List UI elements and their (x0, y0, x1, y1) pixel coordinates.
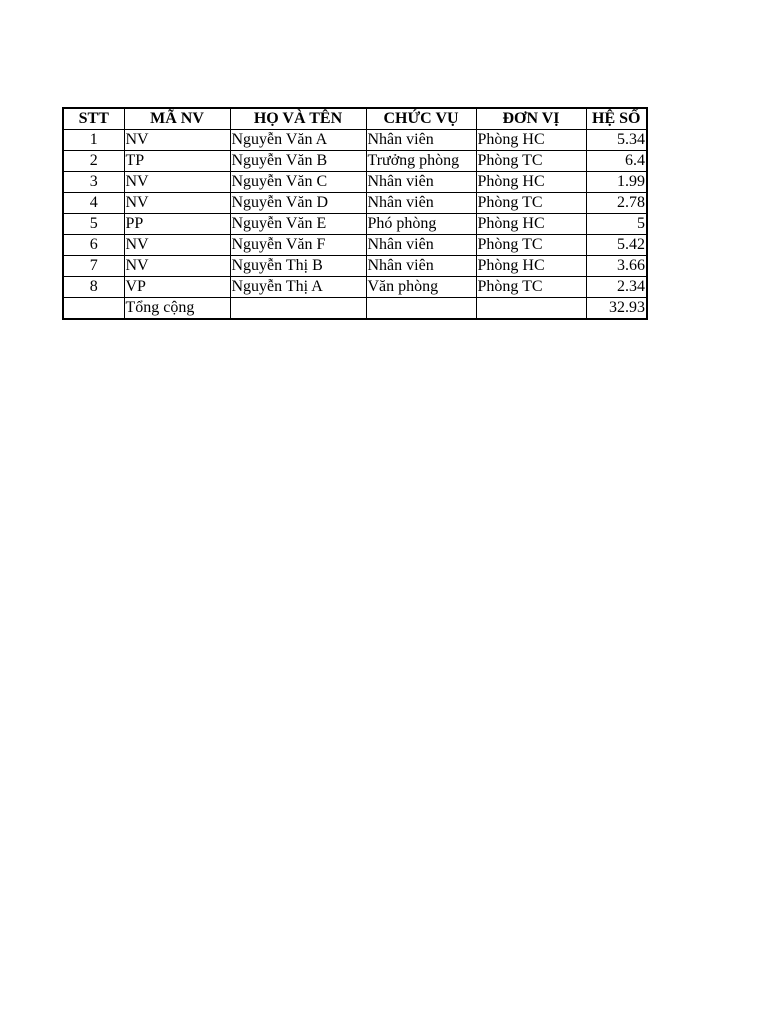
cell-don-vi: Phòng TC (476, 193, 586, 214)
cell-stt: 7 (63, 256, 124, 277)
table-body (63, 130, 647, 320)
cell-empty (63, 298, 124, 320)
cell-ma-nv: NV (124, 130, 230, 151)
cell-stt: 8 (63, 277, 124, 298)
cell-chuc-vu: Nhân viên (366, 235, 476, 256)
cell-don-vi: Phòng HC (476, 130, 586, 151)
total-value: 32.93 (586, 298, 647, 320)
cell-stt: 1 (63, 130, 124, 151)
cell-he-so: 5.42 (586, 235, 647, 256)
table-row (63, 214, 647, 235)
cell-ho-ten: Nguyễn Văn D (230, 193, 366, 214)
table-row (63, 130, 647, 151)
table-row (63, 256, 647, 277)
total-label: Tổng cộng (124, 298, 230, 320)
header-don-vi: ĐƠN VỊ (476, 108, 586, 130)
table-row (63, 193, 647, 214)
cell-stt: 6 (63, 235, 124, 256)
cell-chuc-vu: Nhân viên (366, 256, 476, 277)
cell-ma-nv: NV (124, 193, 230, 214)
header-ma-nv: MÃ NV (124, 108, 230, 130)
header-chuc-vu: CHỨC VỤ (366, 108, 476, 130)
cell-don-vi: Phòng TC (476, 151, 586, 172)
cell-chuc-vu: Nhân viên (366, 172, 476, 193)
cell-don-vi: Phòng HC (476, 172, 586, 193)
cell-he-so: 3.66 (586, 256, 647, 277)
cell-ho-ten: Nguyễn Văn A (230, 130, 366, 151)
table-row (63, 277, 647, 298)
cell-don-vi: Phòng TC (476, 235, 586, 256)
cell-don-vi: Phòng TC (476, 277, 586, 298)
cell-ho-ten: Nguyễn Văn C (230, 172, 366, 193)
cell-empty (366, 298, 476, 320)
header-row (63, 108, 647, 130)
cell-ma-nv: VP (124, 277, 230, 298)
cell-don-vi: Phòng HC (476, 214, 586, 235)
cell-ho-ten: Nguyễn Văn F (230, 235, 366, 256)
cell-stt: 3 (63, 172, 124, 193)
cell-chuc-vu: Phó phòng (366, 214, 476, 235)
table-row (63, 235, 647, 256)
table-row (63, 172, 647, 193)
cell-empty (476, 298, 586, 320)
cell-he-so: 1.99 (586, 172, 647, 193)
cell-ma-nv: NV (124, 235, 230, 256)
cell-ho-ten: Nguyễn Văn E (230, 214, 366, 235)
cell-he-so: 2.78 (586, 193, 647, 214)
cell-ho-ten: Nguyễn Thị A (230, 277, 366, 298)
table-row (63, 151, 647, 172)
cell-chuc-vu: Nhân viên (366, 130, 476, 151)
cell-chuc-vu: Trưởng phòng (366, 151, 476, 172)
cell-ho-ten: Nguyễn Văn B (230, 151, 366, 172)
cell-ma-nv: PP (124, 214, 230, 235)
cell-stt: 5 (63, 214, 124, 235)
header-ho-ten: HỌ VÀ TÊN (230, 108, 366, 130)
table-header (63, 108, 647, 130)
cell-empty (230, 298, 366, 320)
total-row (63, 298, 647, 320)
header-stt: STT (63, 108, 124, 130)
cell-ho-ten: Nguyễn Thị B (230, 256, 366, 277)
cell-don-vi: Phòng HC (476, 256, 586, 277)
cell-stt: 2 (63, 151, 124, 172)
cell-he-so: 5 (586, 214, 647, 235)
cell-he-so: 2.34 (586, 277, 647, 298)
cell-ma-nv: TP (124, 151, 230, 172)
cell-he-so: 6.4 (586, 151, 647, 172)
cell-ma-nv: NV (124, 256, 230, 277)
employee-table (62, 107, 648, 320)
cell-chuc-vu: Nhân viên (366, 193, 476, 214)
cell-chuc-vu: Văn phòng (366, 277, 476, 298)
cell-stt: 4 (63, 193, 124, 214)
cell-he-so: 5.34 (586, 130, 647, 151)
cell-ma-nv: NV (124, 172, 230, 193)
header-he-so: HỆ SỐ (586, 108, 647, 130)
